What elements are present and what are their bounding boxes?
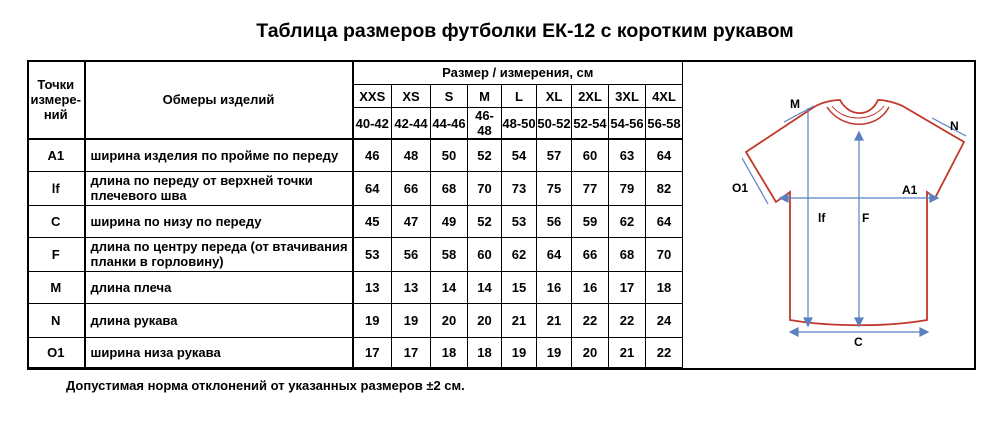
row-value: 16 xyxy=(537,271,572,303)
row-value: 18 xyxy=(431,337,468,367)
row-value: 53 xyxy=(502,205,537,237)
size-label: 3XL xyxy=(609,85,646,108)
row-value: 19 xyxy=(353,303,392,337)
size-range: 42-44 xyxy=(392,108,431,140)
row-value: 18 xyxy=(468,337,502,367)
size-label: 4XL xyxy=(646,85,683,108)
row-value: 49 xyxy=(431,205,468,237)
row-value: 73 xyxy=(502,171,537,205)
size-label: XS xyxy=(392,85,431,108)
label-o1: O1 xyxy=(732,181,749,195)
size-label: XL xyxy=(537,85,572,108)
size-label: 2XL xyxy=(572,85,609,108)
label-lf: lf xyxy=(818,211,826,225)
row-value: 20 xyxy=(468,303,502,337)
row-value: 19 xyxy=(502,337,537,367)
row-value: 70 xyxy=(468,171,502,205)
row-value: 50 xyxy=(431,139,468,171)
row-value: 64 xyxy=(353,171,392,205)
size-range: 48-50 xyxy=(502,108,537,140)
row-measure-name: длина плеча xyxy=(85,271,353,303)
row-value: 13 xyxy=(392,271,431,303)
header-measures: Обмеры изделий xyxy=(85,61,353,140)
row-measure-name: ширина изделия по пройме по переду xyxy=(85,139,353,171)
row-value: 56 xyxy=(537,205,572,237)
label-m: M xyxy=(790,97,800,111)
row-value: 16 xyxy=(572,271,609,303)
row-measure-name: ширина по низу по переду xyxy=(85,205,353,237)
tshirt-outline xyxy=(746,100,964,325)
size-label: S xyxy=(431,85,468,108)
row-measure-name: длина рукава xyxy=(85,303,353,337)
size-range: 50-52 xyxy=(537,108,572,140)
row-value: 64 xyxy=(646,139,683,171)
row-value: 68 xyxy=(609,237,646,271)
row-value: 21 xyxy=(502,303,537,337)
tshirt-diagram xyxy=(722,62,974,368)
row-value: 45 xyxy=(353,205,392,237)
row-value: 60 xyxy=(572,139,609,171)
page-title: Таблица размеров футболки ЕК-12 с коротким рукавом xyxy=(256,20,794,42)
size-range: 44-46 xyxy=(431,108,468,140)
row-value: 14 xyxy=(431,271,468,303)
row-value: 66 xyxy=(392,171,431,205)
row-value: 48 xyxy=(392,139,431,171)
size-label: XXS xyxy=(353,85,392,108)
row-value: 17 xyxy=(353,337,392,367)
row-value: 75 xyxy=(537,171,572,205)
label-n: N xyxy=(950,119,959,133)
size-range: 46-48 xyxy=(468,108,502,140)
row-value: 20 xyxy=(431,303,468,337)
row-value: 64 xyxy=(646,205,683,237)
row-value: 70 xyxy=(646,237,683,271)
row-value: 54 xyxy=(502,139,537,171)
collar-outline xyxy=(827,107,889,124)
row-value: 24 xyxy=(646,303,683,337)
row-value: 21 xyxy=(609,337,646,367)
row-point: N xyxy=(28,303,85,337)
row-value: 20 xyxy=(572,337,609,367)
row-value: 46 xyxy=(353,139,392,171)
size-range: 40-42 xyxy=(353,108,392,140)
row-value: 79 xyxy=(609,171,646,205)
row-value: 17 xyxy=(609,271,646,303)
row-value: 56 xyxy=(392,237,431,271)
row-value: 21 xyxy=(537,303,572,337)
row-value: 64 xyxy=(537,237,572,271)
row-value: 19 xyxy=(537,337,572,367)
row-value: 53 xyxy=(353,237,392,271)
row-value: 22 xyxy=(646,337,683,367)
row-point: A1 xyxy=(28,139,85,171)
header-points: Точки измере-ний xyxy=(28,61,85,140)
row-value: 17 xyxy=(392,337,431,367)
row-point: F xyxy=(28,237,85,271)
tolerance-note: Допустимая норма отклонений от указанных размеров ±2 см. xyxy=(66,378,465,393)
label-f: F xyxy=(862,211,870,225)
row-value: 66 xyxy=(572,237,609,271)
row-value: 68 xyxy=(431,171,468,205)
header-size-group: Размер / измерения, см xyxy=(353,61,683,85)
row-value: 63 xyxy=(609,139,646,171)
row-point: M xyxy=(28,271,85,303)
size-range: 56-58 xyxy=(646,108,683,140)
row-value: 18 xyxy=(646,271,683,303)
row-value: 22 xyxy=(572,303,609,337)
row-value: 59 xyxy=(572,205,609,237)
size-label: L xyxy=(502,85,537,108)
label-c: C xyxy=(854,335,863,349)
row-measure-name: ширина низа рукава xyxy=(85,337,353,367)
row-point: lf xyxy=(28,171,85,205)
row-value: 22 xyxy=(609,303,646,337)
row-value: 13 xyxy=(353,271,392,303)
row-measure-name: длина по переду от верхней точки плечевого шва xyxy=(85,171,353,205)
size-range: 52-54 xyxy=(572,108,609,140)
row-value: 62 xyxy=(609,205,646,237)
label-a1: A1 xyxy=(902,183,918,197)
size-label: M xyxy=(468,85,502,108)
row-value: 60 xyxy=(468,237,502,271)
row-value: 77 xyxy=(572,171,609,205)
row-point: O1 xyxy=(28,337,85,367)
row-value: 14 xyxy=(468,271,502,303)
row-value: 52 xyxy=(468,139,502,171)
size-range: 54-56 xyxy=(609,108,646,140)
row-value: 57 xyxy=(537,139,572,171)
row-value: 82 xyxy=(646,171,683,205)
row-point: C xyxy=(28,205,85,237)
row-value: 62 xyxy=(502,237,537,271)
row-value: 58 xyxy=(431,237,468,271)
row-value: 15 xyxy=(502,271,537,303)
row-measure-name: длина по центру переда (от втачивания планки в горловину) xyxy=(85,237,353,271)
collar-inner xyxy=(832,106,884,118)
row-value: 19 xyxy=(392,303,431,337)
row-value: 47 xyxy=(392,205,431,237)
row-value: 52 xyxy=(468,205,502,237)
